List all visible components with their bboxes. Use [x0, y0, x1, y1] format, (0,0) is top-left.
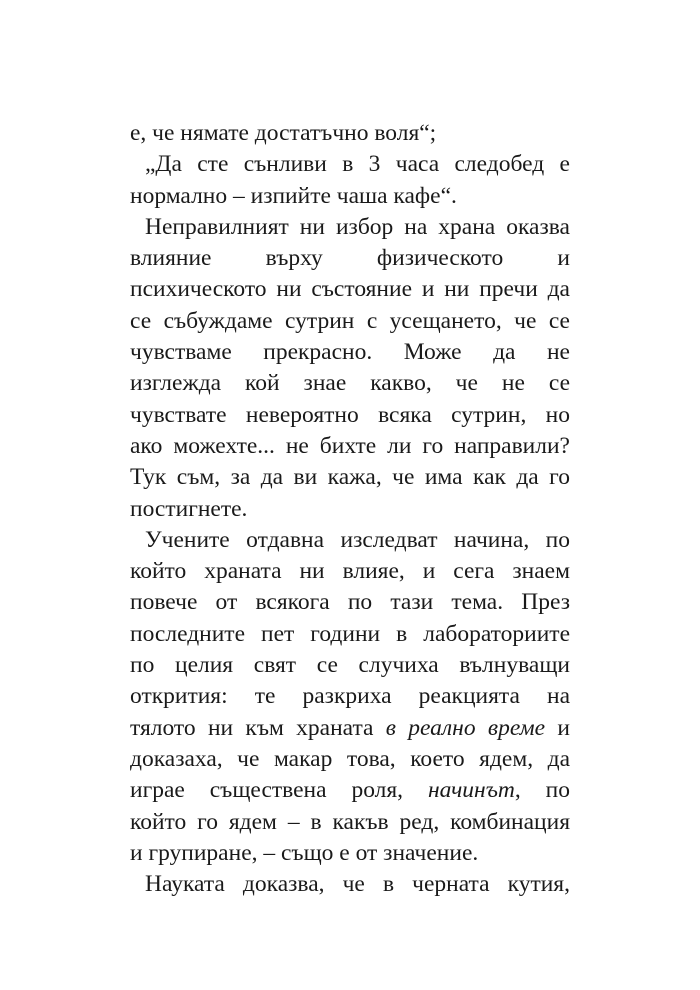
- text-line: [130, 869, 570, 900]
- text-segment: е, че нямате достатъчно воля“;: [130, 120, 437, 146]
- text-segment: Учените отдавна изследват начина, по: [145, 526, 570, 553]
- text-segment: доказаха, че макар това, което ядем, да: [130, 745, 570, 772]
- text-line: [130, 306, 570, 337]
- text-segment: ако можехте... не бихте ли го направили?: [130, 432, 570, 459]
- text-line: [130, 744, 570, 775]
- text-segment: постигнете.: [130, 495, 248, 522]
- text-line: [130, 118, 570, 149]
- text-segment: по целия свят се случиха вълнуващи: [130, 652, 570, 679]
- text-line: [130, 713, 570, 744]
- text-segment: Тук съм, за да ви кажа, че има как да го: [130, 464, 570, 491]
- text-line: [130, 212, 570, 243]
- text-segment: психическото ни състояние и ни пречи да: [130, 276, 570, 303]
- text-line: [130, 775, 570, 806]
- text-line: [130, 243, 570, 274]
- text-line: [130, 181, 570, 212]
- italic-text: в реално време: [385, 714, 546, 741]
- text-segment: нормално – изпийте чаша кафе“.: [130, 182, 457, 209]
- text-line: [130, 274, 570, 305]
- text-segment: повече от всякога по тази тема. През: [130, 589, 570, 616]
- italic-text: начинът: [427, 777, 515, 804]
- text-segment: чувстваме прекрасно. Може да не: [130, 339, 570, 366]
- text-segment: изглежда кой знае какво, че не се: [130, 370, 570, 397]
- text-line: [130, 525, 570, 556]
- text-segment: тялото ни към храната: [130, 714, 386, 741]
- text-line: [130, 431, 570, 462]
- text-segment: и групиране, – също е от значение.: [130, 839, 479, 866]
- text-segment: Науката доказва, че в черната кутия,: [145, 871, 570, 898]
- text-segment: Неправилният ни избор на храна оказва: [145, 213, 570, 240]
- text-segment: играе съществена роля,: [130, 777, 428, 804]
- text-line: [130, 462, 570, 493]
- text-line: [130, 368, 570, 399]
- text-segment: открития: те разкриха реакцията на: [130, 683, 570, 710]
- text-segment: се събуждаме сутрин с усещането, че се: [130, 307, 570, 334]
- text-line: [130, 149, 570, 180]
- text-line: [130, 619, 570, 650]
- text-segment: , по: [514, 777, 570, 804]
- text-line: [130, 400, 570, 431]
- body-text: [130, 118, 570, 900]
- text-line: [130, 587, 570, 618]
- text-segment: влияние върху физическото и: [130, 245, 570, 272]
- text-line: [130, 337, 570, 368]
- text-segment: „Да сте сънливи в 3 часа следобед е: [145, 151, 570, 178]
- text-segment: и: [545, 714, 571, 741]
- text-line: [130, 838, 570, 869]
- text-line: [130, 681, 570, 712]
- text-segment: последните пет години в лабораториите: [130, 620, 570, 647]
- text-segment: който храната ни влияе, и сега знаем: [130, 558, 570, 585]
- text-line: [130, 807, 570, 838]
- text-line: [130, 494, 570, 525]
- text-segment: който го ядем – в какъв ред, комбинация: [130, 808, 570, 835]
- text-line: [130, 556, 570, 587]
- text-line: [130, 650, 570, 681]
- text-segment: чувствате невероятно всяка сутрин, но: [130, 401, 570, 428]
